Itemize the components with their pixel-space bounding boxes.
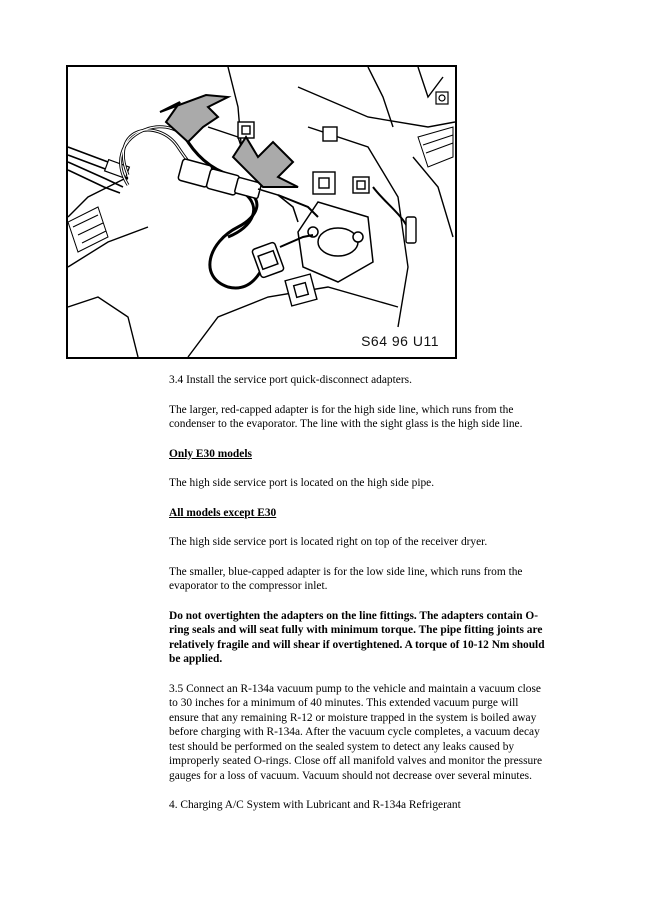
torque-warning: Do not overtighten the adapters on the line fittings. The adapters contain O-ring seals and will seat fully with minimum torque. The pipe fitting joints are relatively fragile and will shear if overtightened. A torque of 10-12 Nm should be applied. bbox=[169, 609, 545, 665]
e30-paragraph: The high side service port is located on the high side pipe. bbox=[169, 477, 435, 489]
heading-only-e30: Only E30 models bbox=[169, 447, 252, 460]
all-except-paragraph: The high side service port is located right on top of the receiver dryer. bbox=[169, 536, 488, 548]
document-body bbox=[169, 373, 549, 828]
figure-code-label: S64 96 U11 bbox=[361, 333, 439, 349]
service-port-figure bbox=[66, 65, 457, 359]
step-3-5: 3.5 Connect an R-134a vacuum pump to the vehicle and maintain a vacuum close to 30 inches for a minimum of 40 minutes. This extended vacuum purge will ensure that any remaining R-12 or moisture trapped in the system is boiled away before charging with R-134a. After the vacuum cycle completes, a vacuum decay test should be performed on the sealed system to detect any leaks caused by improperly seated O-rings. Close off all manifold valves and monitor the pressure gauges for a loss of vacuum. Vacuum should not decrease over several minutes. bbox=[169, 682, 543, 782]
step-3-4: 3.4 Install the service port quick-disconnect adapters. bbox=[169, 374, 412, 386]
engine-bay-illustration bbox=[68, 67, 455, 357]
high-side-paragraph: The larger, red-capped adapter is for the high side line, which runs from the condenser to the evaporator. The line with the sight glass is the high side line. bbox=[169, 403, 523, 430]
step-4-heading: 4. Charging A/C System with Lubricant and R-134a Refrigerant bbox=[169, 799, 461, 811]
low-side-paragraph: The smaller, blue-capped adapter is for the low side line, which runs from the evaporator to the compressor inlet. bbox=[169, 565, 523, 592]
heading-all-except-e30: All models except E30 bbox=[169, 506, 277, 519]
